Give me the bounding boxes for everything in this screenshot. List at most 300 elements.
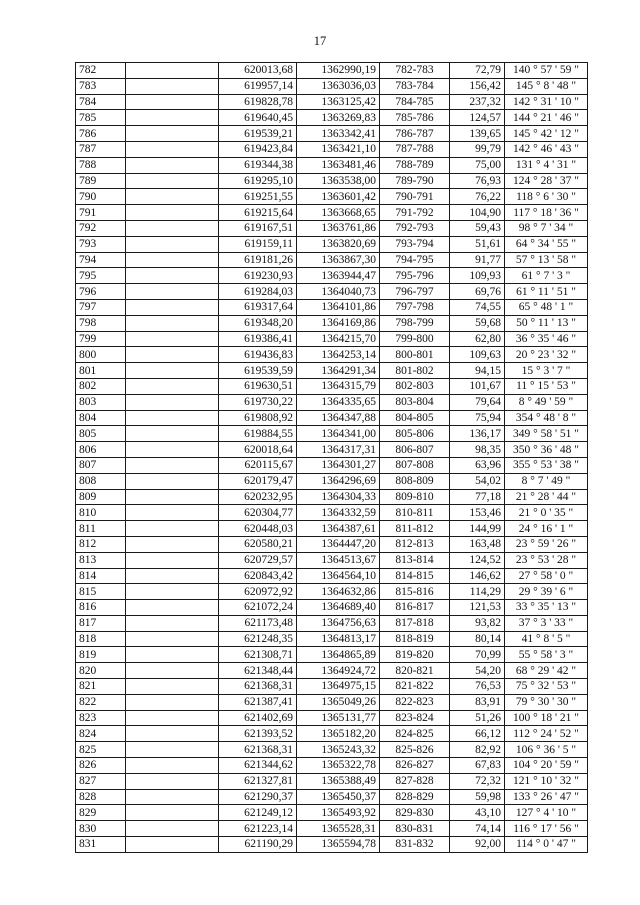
y-coordinate-cell: 1364301,27	[297, 457, 380, 473]
direction-angle-cell: 20 ° 23 ' 32 "	[505, 347, 588, 363]
x-coordinate-cell: 621072,24	[219, 600, 297, 616]
empty-cell	[126, 110, 219, 126]
direction-angle-cell: 145 ° 42 ' 12 "	[505, 126, 588, 142]
empty-cell	[126, 805, 219, 821]
x-coordinate-cell: 619348,20	[219, 315, 297, 331]
y-coordinate-cell: 1364215,70	[297, 331, 380, 347]
point-number-cell: 794	[76, 252, 126, 268]
table-row	[76, 584, 588, 600]
y-coordinate-cell: 1364335,65	[297, 394, 380, 410]
segment-cell: 822-823	[380, 694, 450, 710]
direction-angle-cell: 116 ° 17 ' 56 "	[505, 821, 588, 837]
length-cell: 76,53	[450, 679, 505, 695]
length-cell: 59,68	[450, 315, 505, 331]
x-coordinate-cell: 621249,12	[219, 805, 297, 821]
length-cell: 82,92	[450, 742, 505, 758]
length-cell: 51,26	[450, 710, 505, 726]
direction-angle-cell: 29 ° 39 ' 6 "	[505, 584, 588, 600]
direction-angle-cell: 354 ° 48 ' 8 "	[505, 410, 588, 426]
y-coordinate-cell: 1365388,49	[297, 773, 380, 789]
direction-angle-cell: 124 ° 28 ' 37 "	[505, 173, 588, 189]
segment-cell: 784-785	[380, 94, 450, 110]
length-cell: 124,57	[450, 110, 505, 126]
point-number-cell: 804	[76, 410, 126, 426]
empty-cell	[126, 315, 219, 331]
point-number-cell: 788	[76, 157, 126, 173]
table-row	[76, 189, 588, 205]
point-number-cell: 822	[76, 694, 126, 710]
y-coordinate-cell: 1363421,10	[297, 141, 380, 157]
point-number-cell: 811	[76, 521, 126, 537]
table-row	[76, 805, 588, 821]
table-row	[76, 505, 588, 521]
length-cell: 51,61	[450, 236, 505, 252]
table-row	[76, 220, 588, 236]
empty-cell	[126, 331, 219, 347]
y-coordinate-cell: 1365594,78	[297, 837, 380, 853]
y-coordinate-cell: 1364347,88	[297, 410, 380, 426]
x-coordinate-cell: 619423,84	[219, 141, 297, 157]
x-coordinate-cell: 620013,68	[219, 63, 297, 79]
direction-angle-cell: 117 ° 18 ' 36 "	[505, 205, 588, 221]
y-coordinate-cell: 1364253,14	[297, 347, 380, 363]
y-coordinate-cell: 1364564,10	[297, 568, 380, 584]
y-coordinate-cell: 1364632,86	[297, 584, 380, 600]
x-coordinate-cell: 619230,93	[219, 268, 297, 284]
length-cell: 109,93	[450, 268, 505, 284]
point-number-cell: 786	[76, 126, 126, 142]
y-coordinate-cell: 1363342,41	[297, 126, 380, 142]
point-number-cell: 815	[76, 584, 126, 600]
length-cell: 43,10	[450, 805, 505, 821]
table-row	[76, 426, 588, 442]
empty-cell	[126, 489, 219, 505]
direction-angle-cell: 106 ° 36 ' 5 "	[505, 742, 588, 758]
empty-cell	[126, 189, 219, 205]
point-number-cell: 826	[76, 758, 126, 774]
length-cell: 109,63	[450, 347, 505, 363]
point-number-cell: 803	[76, 394, 126, 410]
segment-cell: 828-829	[380, 789, 450, 805]
y-coordinate-cell: 1365182,20	[297, 726, 380, 742]
point-number-cell: 793	[76, 236, 126, 252]
segment-cell: 826-827	[380, 758, 450, 774]
x-coordinate-cell: 619539,21	[219, 126, 297, 142]
y-coordinate-cell: 1364315,79	[297, 378, 380, 394]
direction-angle-cell: 61 ° 11 ' 51 "	[505, 284, 588, 300]
table-row	[76, 789, 588, 805]
length-cell: 146,62	[450, 568, 505, 584]
x-coordinate-cell: 621348,44	[219, 663, 297, 679]
empty-cell	[126, 584, 219, 600]
segment-cell: 817-818	[380, 615, 450, 631]
direction-angle-cell: 65 ° 48 ' 1 "	[505, 299, 588, 315]
table-row	[76, 758, 588, 774]
segment-cell: 802-803	[380, 378, 450, 394]
segment-cell: 801-802	[380, 363, 450, 379]
x-coordinate-cell: 620304,77	[219, 505, 297, 521]
x-coordinate-cell: 619386,41	[219, 331, 297, 347]
direction-angle-cell: 8 ° 49 ' 59 "	[505, 394, 588, 410]
empty-cell	[126, 505, 219, 521]
empty-cell	[126, 126, 219, 142]
point-number-cell: 813	[76, 552, 126, 568]
y-coordinate-cell: 1364756,63	[297, 615, 380, 631]
x-coordinate-cell: 619215,64	[219, 205, 297, 221]
x-coordinate-cell: 619640,45	[219, 110, 297, 126]
x-coordinate-cell: 621368,31	[219, 679, 297, 695]
segment-cell: 830-831	[380, 821, 450, 837]
direction-angle-cell: 114 ° 0 ' 47 "	[505, 837, 588, 853]
y-coordinate-cell: 1364924,72	[297, 663, 380, 679]
length-cell: 83,91	[450, 694, 505, 710]
point-number-cell: 806	[76, 442, 126, 458]
x-coordinate-cell: 619295,10	[219, 173, 297, 189]
x-coordinate-cell: 621290,37	[219, 789, 297, 805]
x-coordinate-cell: 621173,48	[219, 615, 297, 631]
segment-cell: 782-783	[380, 63, 450, 79]
y-coordinate-cell: 1363761,86	[297, 220, 380, 236]
segment-cell: 806-807	[380, 442, 450, 458]
length-cell: 76,22	[450, 189, 505, 205]
y-coordinate-cell: 1362990,19	[297, 63, 380, 79]
segment-cell: 809-810	[380, 489, 450, 505]
point-number-cell: 809	[76, 489, 126, 505]
segment-cell: 810-811	[380, 505, 450, 521]
length-cell: 163,48	[450, 536, 505, 552]
table-row	[76, 284, 588, 300]
table-row	[76, 473, 588, 489]
x-coordinate-cell: 619251,55	[219, 189, 297, 205]
empty-cell	[126, 679, 219, 695]
empty-cell	[126, 78, 219, 94]
direction-angle-cell: 355 ° 53 ' 38 "	[505, 457, 588, 473]
empty-cell	[126, 157, 219, 173]
y-coordinate-cell: 1363269,83	[297, 110, 380, 126]
direction-angle-cell: 112 ° 24 ' 52 "	[505, 726, 588, 742]
empty-cell	[126, 94, 219, 110]
x-coordinate-cell: 621308,71	[219, 647, 297, 663]
table-row	[76, 378, 588, 394]
direction-angle-cell: 57 ° 13 ' 58 "	[505, 252, 588, 268]
page-number: 17	[313, 34, 327, 48]
point-number-cell: 810	[76, 505, 126, 521]
table-row	[76, 552, 588, 568]
point-number-cell: 820	[76, 663, 126, 679]
y-coordinate-cell: 1364865,89	[297, 647, 380, 663]
x-coordinate-cell: 619317,64	[219, 299, 297, 315]
segment-cell: 789-790	[380, 173, 450, 189]
point-number-cell: 798	[76, 315, 126, 331]
y-coordinate-cell: 1363820,69	[297, 236, 380, 252]
point-number-cell: 797	[76, 299, 126, 315]
point-number-cell: 790	[76, 189, 126, 205]
direction-angle-cell: 350 ° 36 ' 48 "	[505, 442, 588, 458]
empty-cell	[126, 252, 219, 268]
length-cell: 153,46	[450, 505, 505, 521]
table-row	[76, 363, 588, 379]
empty-cell	[126, 647, 219, 663]
point-number-cell: 792	[76, 220, 126, 236]
empty-cell	[126, 837, 219, 853]
y-coordinate-cell: 1363668,65	[297, 205, 380, 221]
direction-angle-cell: 349 ° 58 ' 51 "	[505, 426, 588, 442]
length-cell: 69,76	[450, 284, 505, 300]
direction-angle-cell: 142 ° 46 ' 43 "	[505, 141, 588, 157]
direction-angle-cell: 24 ° 16 ' 1 "	[505, 521, 588, 537]
x-coordinate-cell: 621387,41	[219, 694, 297, 710]
segment-cell: 818-819	[380, 631, 450, 647]
direction-angle-cell: 36 ° 35 ' 46 "	[505, 331, 588, 347]
y-coordinate-cell: 1365493,92	[297, 805, 380, 821]
length-cell: 63,96	[450, 457, 505, 473]
empty-cell	[126, 141, 219, 157]
length-cell: 124,52	[450, 552, 505, 568]
y-coordinate-cell: 1364317,31	[297, 442, 380, 458]
segment-cell: 799-800	[380, 331, 450, 347]
segment-cell: 786-787	[380, 126, 450, 142]
y-coordinate-cell: 1363481,46	[297, 157, 380, 173]
table-row	[76, 236, 588, 252]
empty-cell	[126, 521, 219, 537]
x-coordinate-cell: 619167,51	[219, 220, 297, 236]
x-coordinate-cell: 620580,21	[219, 536, 297, 552]
segment-cell: 783-784	[380, 78, 450, 94]
table-row	[76, 315, 588, 331]
segment-cell: 820-821	[380, 663, 450, 679]
x-coordinate-cell: 621368,31	[219, 742, 297, 758]
segment-cell: 790-791	[380, 189, 450, 205]
length-cell: 144,99	[450, 521, 505, 537]
length-cell: 70,99	[450, 647, 505, 663]
empty-cell	[126, 426, 219, 442]
y-coordinate-cell: 1364169,86	[297, 315, 380, 331]
table-row	[76, 299, 588, 315]
table-row	[76, 78, 588, 94]
x-coordinate-cell: 620018,64	[219, 442, 297, 458]
point-number-cell: 784	[76, 94, 126, 110]
direction-angle-cell: 133 ° 26 ' 47 "	[505, 789, 588, 805]
y-coordinate-cell: 1365243,32	[297, 742, 380, 758]
x-coordinate-cell: 619884,55	[219, 426, 297, 442]
segment-cell: 794-795	[380, 252, 450, 268]
segment-cell: 807-808	[380, 457, 450, 473]
point-number-cell: 816	[76, 600, 126, 616]
y-coordinate-cell: 1364332,59	[297, 505, 380, 521]
direction-angle-cell: 121 ° 10 ' 32 "	[505, 773, 588, 789]
direction-angle-cell: 21 ° 28 ' 44 "	[505, 489, 588, 505]
length-cell: 75,00	[450, 157, 505, 173]
length-cell: 67,83	[450, 758, 505, 774]
direction-angle-cell: 55 ° 58 ' 3 "	[505, 647, 588, 663]
x-coordinate-cell: 621223,14	[219, 821, 297, 837]
point-number-cell: 787	[76, 141, 126, 157]
length-cell: 80,14	[450, 631, 505, 647]
table-row	[76, 268, 588, 284]
point-number-cell: 802	[76, 378, 126, 394]
point-number-cell: 782	[76, 63, 126, 79]
empty-cell	[126, 615, 219, 631]
point-number-cell: 830	[76, 821, 126, 837]
x-coordinate-cell: 621327,81	[219, 773, 297, 789]
point-number-cell: 796	[76, 284, 126, 300]
x-coordinate-cell: 619730,22	[219, 394, 297, 410]
x-coordinate-cell: 620115,67	[219, 457, 297, 473]
length-cell: 59,43	[450, 220, 505, 236]
x-coordinate-cell: 620448,03	[219, 521, 297, 537]
table-body	[76, 63, 588, 853]
empty-cell	[126, 726, 219, 742]
empty-cell	[126, 394, 219, 410]
segment-cell: 787-788	[380, 141, 450, 157]
y-coordinate-cell: 1365528,31	[297, 821, 380, 837]
empty-cell	[126, 173, 219, 189]
y-coordinate-cell: 1363944,47	[297, 268, 380, 284]
direction-angle-cell: 23 ° 53 ' 28 "	[505, 552, 588, 568]
x-coordinate-cell: 621248,35	[219, 631, 297, 647]
segment-cell: 808-809	[380, 473, 450, 489]
direction-angle-cell: 15 ° 3 ' 7 "	[505, 363, 588, 379]
direction-angle-cell: 79 ° 30 ' 30 "	[505, 694, 588, 710]
table-row	[76, 205, 588, 221]
point-number-cell: 824	[76, 726, 126, 742]
segment-cell: 792-793	[380, 220, 450, 236]
segment-cell: 816-817	[380, 600, 450, 616]
direction-angle-cell: 23 ° 59 ' 26 "	[505, 536, 588, 552]
empty-cell	[126, 457, 219, 473]
y-coordinate-cell: 1364341,00	[297, 426, 380, 442]
direction-angle-cell: 131 ° 4 ' 31 "	[505, 157, 588, 173]
point-number-cell: 805	[76, 426, 126, 442]
point-number-cell: 829	[76, 805, 126, 821]
x-coordinate-cell: 621190,29	[219, 837, 297, 853]
table-row	[76, 694, 588, 710]
length-cell: 72,32	[450, 773, 505, 789]
point-number-cell: 783	[76, 78, 126, 94]
segment-cell: 814-815	[380, 568, 450, 584]
x-coordinate-cell: 621393,52	[219, 726, 297, 742]
length-cell: 77,18	[450, 489, 505, 505]
y-coordinate-cell: 1364813,17	[297, 631, 380, 647]
direction-angle-cell: 21 ° 0 ' 35 "	[505, 505, 588, 521]
x-coordinate-cell: 619159,11	[219, 236, 297, 252]
table-row	[76, 821, 588, 837]
length-cell: 72,79	[450, 63, 505, 79]
length-cell: 104,90	[450, 205, 505, 221]
direction-angle-cell: 145 ° 8 ' 48 "	[505, 78, 588, 94]
table-row	[76, 742, 588, 758]
direction-angle-cell: 50 ° 11 ' 13 "	[505, 315, 588, 331]
table-row	[76, 615, 588, 631]
empty-cell	[126, 63, 219, 79]
direction-angle-cell: 8 ° 7 ' 49 "	[505, 473, 588, 489]
x-coordinate-cell: 619539,59	[219, 363, 297, 379]
empty-cell	[126, 284, 219, 300]
table-row	[76, 568, 588, 584]
point-number-cell: 808	[76, 473, 126, 489]
x-coordinate-cell: 620729,57	[219, 552, 297, 568]
length-cell: 136,17	[450, 426, 505, 442]
table-row	[76, 663, 588, 679]
x-coordinate-cell: 620972,92	[219, 584, 297, 600]
point-number-cell: 812	[76, 536, 126, 552]
x-coordinate-cell: 619808,92	[219, 410, 297, 426]
y-coordinate-cell: 1363867,30	[297, 252, 380, 268]
empty-cell	[126, 236, 219, 252]
y-coordinate-cell: 1365322,78	[297, 758, 380, 774]
length-cell: 54,02	[450, 473, 505, 489]
point-number-cell: 789	[76, 173, 126, 189]
table-row	[76, 773, 588, 789]
length-cell: 62,80	[450, 331, 505, 347]
table-row	[76, 631, 588, 647]
empty-cell	[126, 710, 219, 726]
x-coordinate-cell: 621402,69	[219, 710, 297, 726]
direction-angle-cell: 41 ° 8 ' 5 "	[505, 631, 588, 647]
segment-cell: 795-796	[380, 268, 450, 284]
y-coordinate-cell: 1363036,03	[297, 78, 380, 94]
y-coordinate-cell: 1364040,73	[297, 284, 380, 300]
segment-cell: 823-824	[380, 710, 450, 726]
point-number-cell: 807	[76, 457, 126, 473]
y-coordinate-cell: 1364296,69	[297, 473, 380, 489]
y-coordinate-cell: 1363125,42	[297, 94, 380, 110]
y-coordinate-cell: 1364387,61	[297, 521, 380, 537]
direction-angle-cell: 140 ° 57 ' 59 "	[505, 63, 588, 79]
x-coordinate-cell: 619630,51	[219, 378, 297, 394]
empty-cell	[126, 789, 219, 805]
x-coordinate-cell: 619957,14	[219, 78, 297, 94]
table-row	[76, 126, 588, 142]
length-cell: 94,15	[450, 363, 505, 379]
segment-cell: 825-826	[380, 742, 450, 758]
empty-cell	[126, 220, 219, 236]
direction-angle-cell: 144 ° 21 ' 46 "	[505, 110, 588, 126]
direction-angle-cell: 64 ° 34 ' 55 "	[505, 236, 588, 252]
x-coordinate-cell: 620179,47	[219, 473, 297, 489]
x-coordinate-cell: 620843,42	[219, 568, 297, 584]
table-row	[76, 63, 588, 79]
y-coordinate-cell: 1364101,86	[297, 299, 380, 315]
point-number-cell: 831	[76, 837, 126, 853]
direction-angle-cell: 61 ° 7 ' 3 "	[505, 268, 588, 284]
y-coordinate-cell: 1365049,26	[297, 694, 380, 710]
y-coordinate-cell: 1363538,00	[297, 173, 380, 189]
segment-cell: 812-813	[380, 536, 450, 552]
y-coordinate-cell: 1364513,67	[297, 552, 380, 568]
y-coordinate-cell: 1365450,37	[297, 789, 380, 805]
length-cell: 54,20	[450, 663, 505, 679]
point-number-cell: 799	[76, 331, 126, 347]
y-coordinate-cell: 1364689,40	[297, 600, 380, 616]
empty-cell	[126, 410, 219, 426]
y-coordinate-cell: 1364291,34	[297, 363, 380, 379]
empty-cell	[126, 363, 219, 379]
segment-cell: 788-789	[380, 157, 450, 173]
segment-cell: 791-792	[380, 205, 450, 221]
x-coordinate-cell: 621344,62	[219, 758, 297, 774]
x-coordinate-cell: 619436,83	[219, 347, 297, 363]
table-row	[76, 489, 588, 505]
direction-angle-cell: 142 ° 31 ' 10 "	[505, 94, 588, 110]
direction-angle-cell: 104 ° 20 ' 59 "	[505, 758, 588, 774]
point-number-cell: 817	[76, 615, 126, 631]
point-number-cell: 795	[76, 268, 126, 284]
table-row	[76, 173, 588, 189]
length-cell: 75,94	[450, 410, 505, 426]
empty-cell	[126, 552, 219, 568]
segment-cell: 805-806	[380, 426, 450, 442]
